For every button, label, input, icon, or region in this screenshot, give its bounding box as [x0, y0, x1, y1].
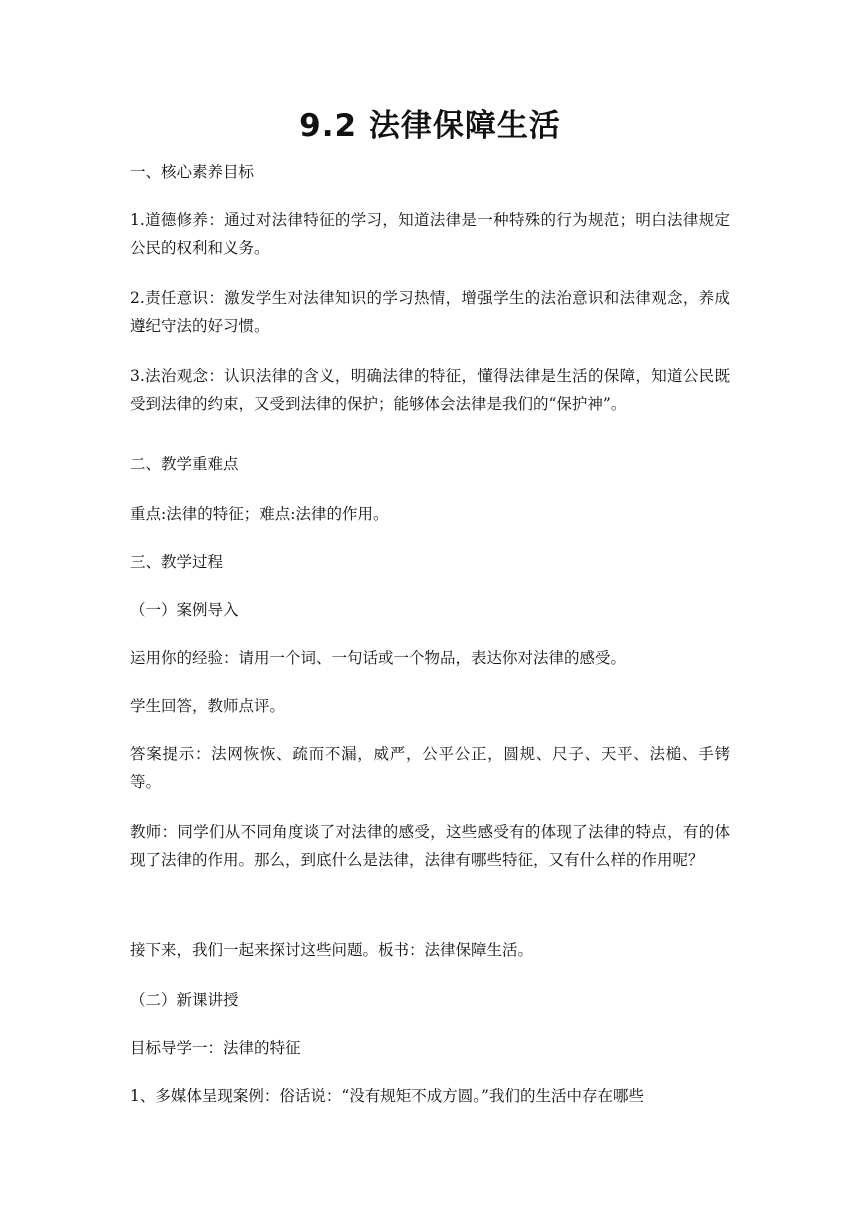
heading-case-introduction: （一）案例导入 [130, 601, 239, 619]
paragraph-student-answer: 学生回答，教师点评。 [130, 697, 286, 715]
paragraph-multimedia-case: 1、多媒体呈现案例：俗话说：“没有规矩不成方圆。”我们的生活中存在哪些 [130, 1087, 644, 1105]
paragraph-next-discussion: 接下来，我们一起来探讨这些问题。板书：法律保障生活。 [130, 941, 534, 959]
heading-new-lesson: （二）新课讲授 [130, 991, 239, 1009]
paragraph-goal-2: 2.责任意识：激发学生对法律知识的学习热情，增强学生的法治意识和法律观念，养成遵纪守法的好习惯。 [130, 289, 730, 335]
heading-target-guide-one: 目标导学一：法律的特征 [130, 1039, 301, 1057]
paragraph-answer-tips: 答案提示：法网恢恢、疏而不漏，威严，公平公正，圆规、尺子、天平、法槌、手铐等。 [130, 745, 730, 791]
heading-key-difficult-points: 二、教学重难点 [130, 455, 239, 473]
paragraph-goal-1: 1.道德修养：通过对法律特征的学习，知道法律是一种特殊的行为规范；明白法律规定公民的权利和义务。 [130, 211, 730, 257]
paragraph-goal-3: 3.法治观念：认识法律的含义，明确法律的特征，懂得法律是生活的保障，知道公民既受到法律的约束，又受到法律的保护；能够体会法律是我们的“保护神”。 [130, 367, 730, 413]
heading-core-goals: 一、核心素养目标 [130, 163, 255, 181]
paragraph-use-experience: 运用你的经验：请用一个词、一句话或一个物品，表达你对法律的感受。 [130, 649, 627, 667]
paragraph-teacher-remarks: 教师：同学们从不同角度谈了对法律的感受，这些感受有的体现了法律的特点，有的体现了法律的作用。那么，到底什么是法律，法律有哪些特征，又有什么样的作用呢？ [130, 823, 730, 869]
paragraph-key-points: 重点:法律的特征；难点:法律的作用。 [130, 505, 389, 523]
page-title: 9.2 法律保障生活 [299, 108, 561, 144]
heading-teaching-process: 三、教学过程 [130, 553, 224, 571]
